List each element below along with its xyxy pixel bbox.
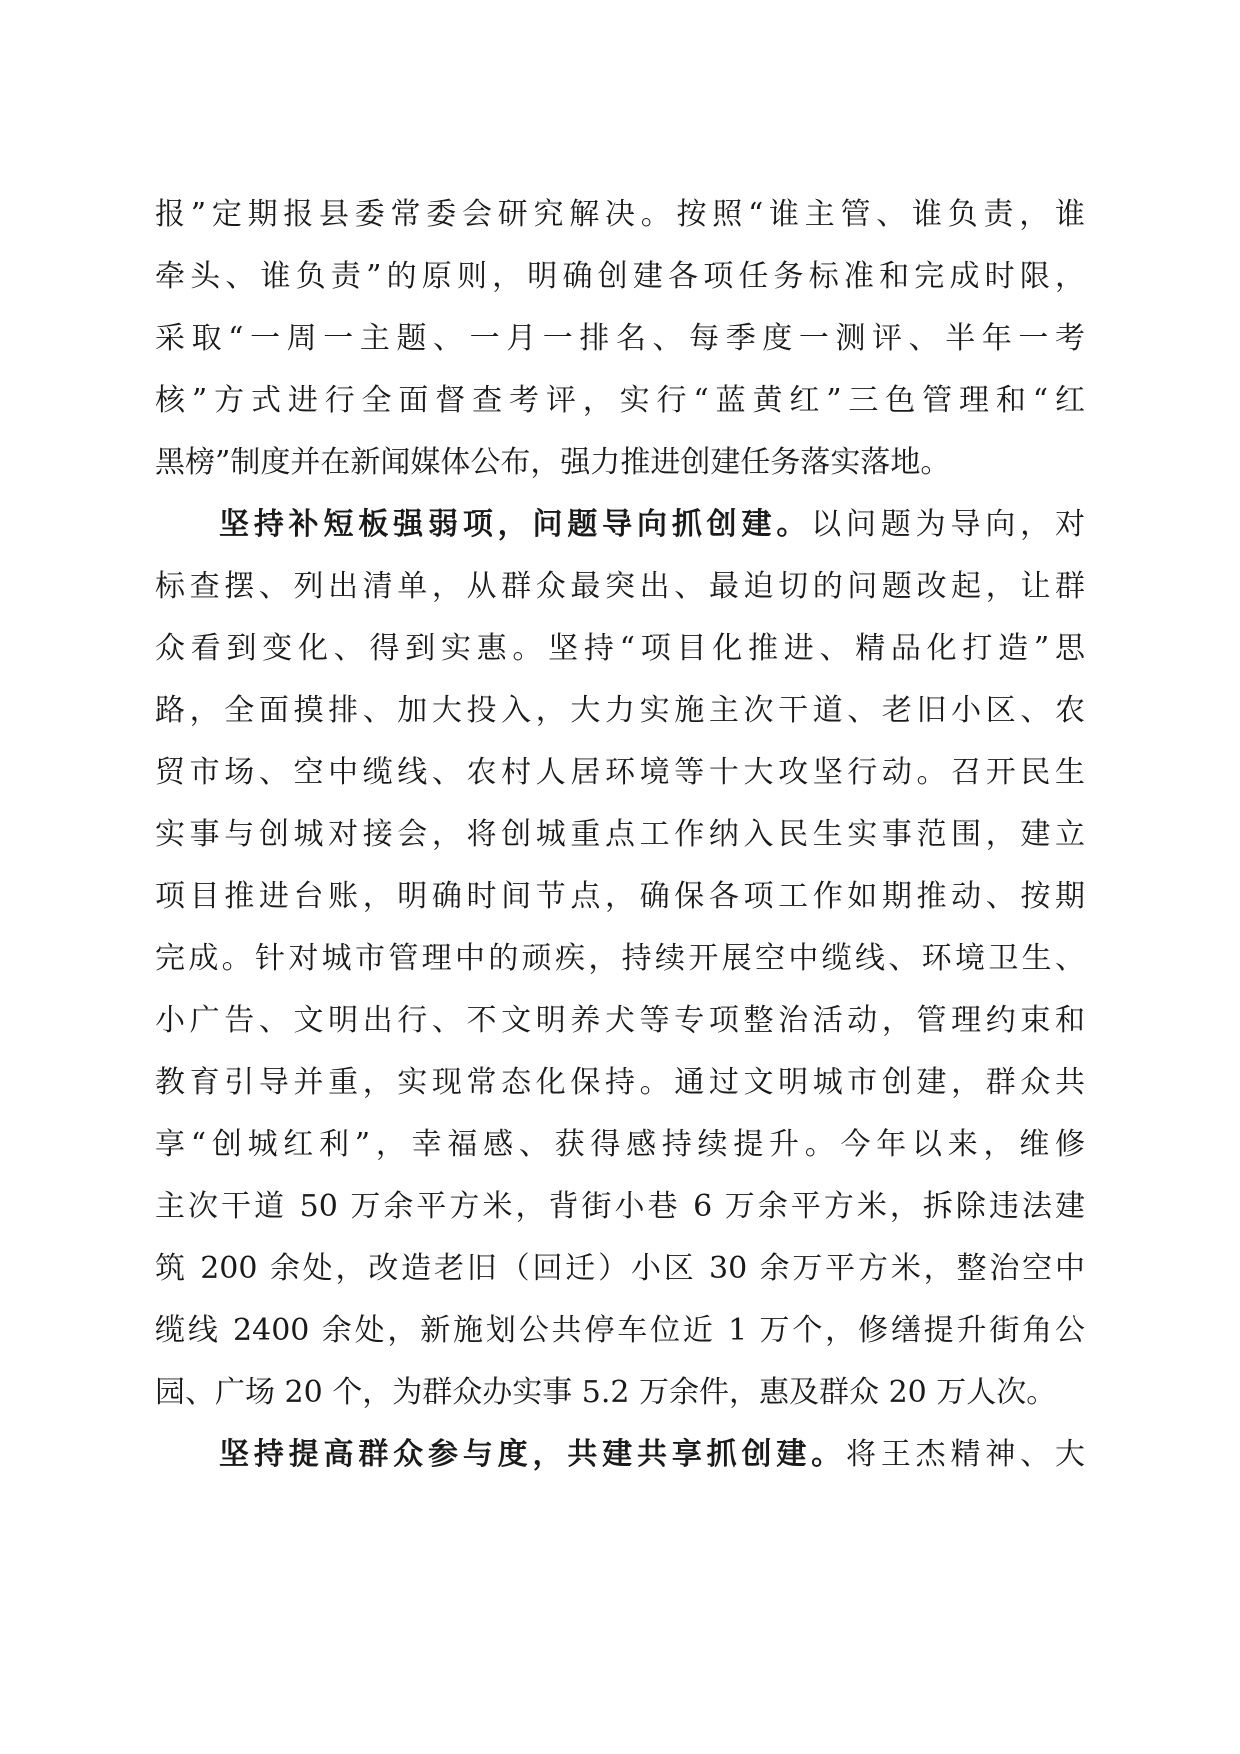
text-line: 园、广场 20 个，为群众办实事 5.2 万余件，惠及群众 20 万人次。: [155, 1375, 1057, 1410]
text-line: 标查摆、列出清单，从群众最突出、最迫切的问题改起，让群: [155, 569, 1085, 604]
text-line: [155, 494, 1085, 556]
text-line: 教育引导并重，实现常态化保持。通过文明城市创建，群众共: [155, 1065, 1085, 1100]
heading-line-rest: 以问题为导向，对: [811, 507, 1086, 542]
text-line: 路，全面摸排、加大投入，大力实施主次干道、老旧小区、农: [155, 693, 1085, 728]
text-line: 项目推进台账，明确时间节点，确保各项工作如期推动、按期: [155, 879, 1085, 914]
text-line: [155, 1424, 1085, 1486]
text-line: 小广告、文明出行、不文明养犬等专项整治活动，管理约束和: [155, 1003, 1085, 1038]
text-line: 牵头、谁负责”的原则，明确创建各项任务标准和完成时限，: [155, 259, 1085, 294]
text-line: 采取“一周一主题、一月一排名、每季度一测评、半年一考: [155, 321, 1085, 356]
paragraph-2: [155, 494, 1085, 1424]
text-line: 报”定期报县委常委会研究解决。按照“谁主管、谁负责，谁: [155, 197, 1085, 232]
text-line: 众看到变化、得到实惠。坚持“项目化推进、精品化打造”思: [155, 631, 1085, 666]
text-line: 筑 200 余处，改造老旧（回迁）小区 30 余万平方米，整治空中: [155, 1251, 1085, 1286]
body-text: [155, 184, 1085, 1486]
paragraph-1: [155, 184, 1085, 494]
text-line: 黑榜”制度并在新闻媒体公布，强力推进创建任务落实落地。: [155, 445, 951, 480]
text-line: 核”方式进行全面督查考评，实行“蓝黄红”三色管理和“红: [155, 383, 1085, 418]
text-line: 主次干道 50 万余平方米，背街小巷 6 万余平方米，拆除违法建: [155, 1189, 1085, 1224]
text-line: 完成。针对城市管理中的顽疾，持续开展空中缆线、环境卫生、: [155, 941, 1085, 976]
paragraph-3: [155, 1424, 1085, 1486]
paragraph-heading: 坚持补短板强弱项，问题导向抓创建。: [219, 507, 812, 542]
text-line: 缆线 2400 余处，新施划公共停车位近 1 万个，修缮提升街角公: [155, 1313, 1085, 1348]
paragraph-heading: 坚持提高群众参与度，共建共享抓创建。: [219, 1437, 846, 1472]
text-line: 实事与创城对接会，将创城重点工作纳入民生实事范围，建立: [155, 817, 1085, 852]
text-line: 贸市场、空中缆线、农村人居环境等十大攻坚行动。召开民生: [155, 755, 1085, 790]
heading-line-rest: 将王杰精神、大: [846, 1437, 1085, 1472]
text-line: 享“创城红利”，幸福感、获得感持续提升。今年以来，维修: [155, 1127, 1085, 1162]
